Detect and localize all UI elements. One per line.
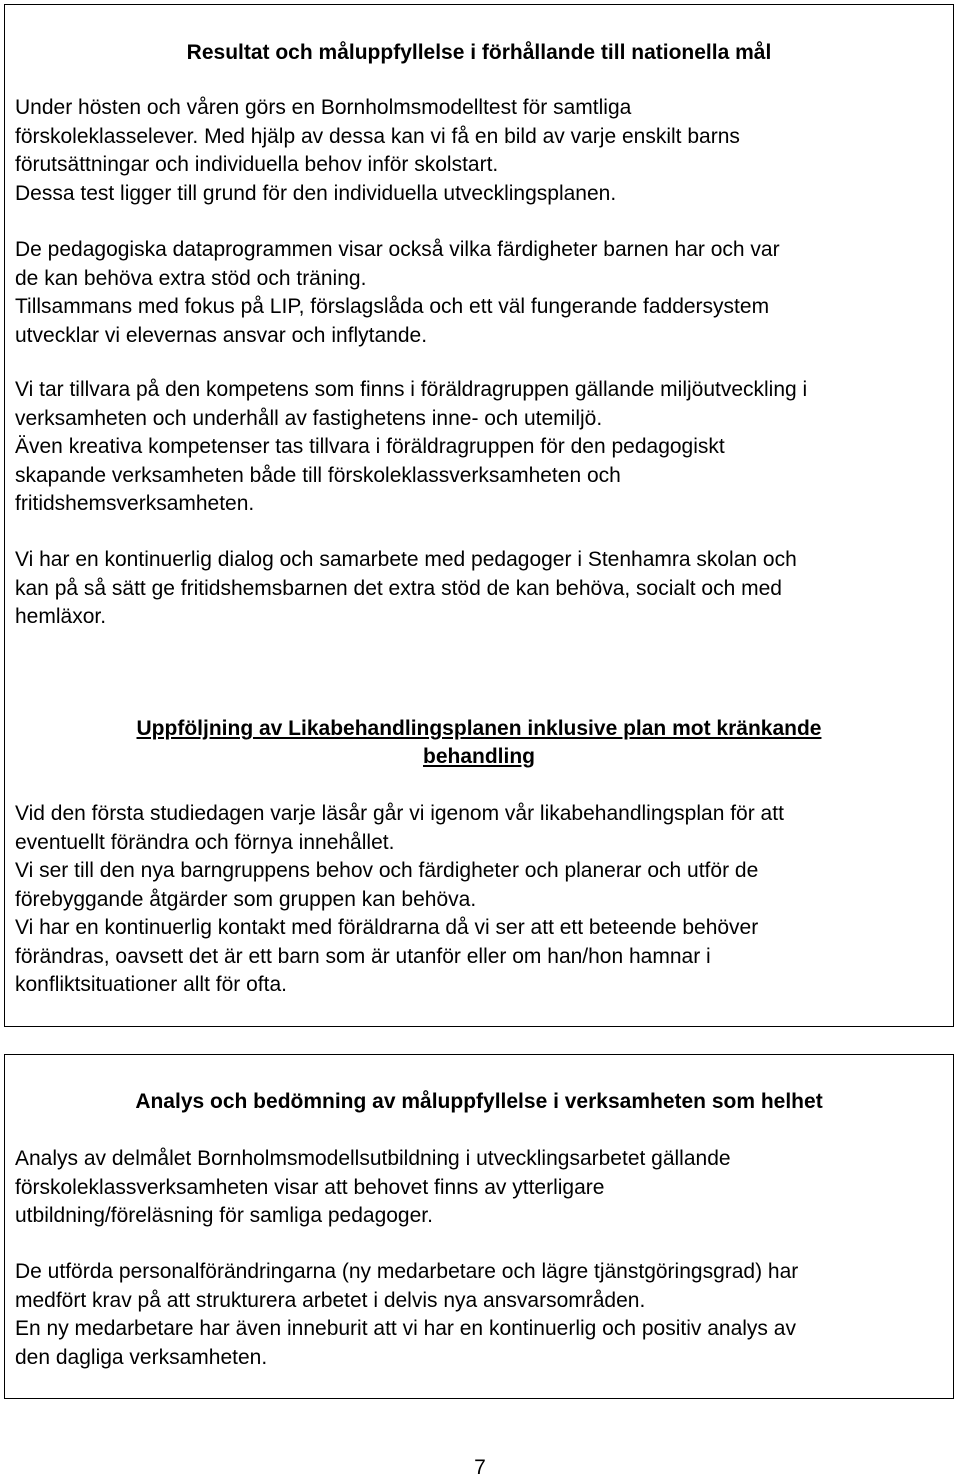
text-line: kan på så sätt ge fritidshemsbarnen det extra stöd de kan behöva, socialt och med <box>15 576 782 600</box>
text-line: Analys av delmålet Bornholmsmodellsutbildning i utvecklingsarbetet gällande <box>15 1147 731 1170</box>
paragraph-school-dialogue <box>15 546 945 632</box>
text-line: medfört krav på att strukturera arbetet i delvis nya ansvarsområden. <box>15 1288 646 1312</box>
text-line: förskoleklasselever. Med hjälp av dessa kan vi få en bild av varje enskilt barns <box>15 124 740 148</box>
text-line: förändras, oavsett det är ett barn som är utanför eller om han/hon hamnar i <box>15 944 711 968</box>
text-line: Vid den första studiedagen varje läsår går vi igenom vår likabehandlingsplan för att <box>15 802 784 825</box>
page-number: 7 <box>474 1456 486 1479</box>
text-box-analysis <box>4 1054 954 1399</box>
text-line: Vi ser till den nya barngruppens behov och färdigheter och planerar och utför de <box>15 859 759 882</box>
text-line: utvecklar vi elevernas ansvar och inflytande. <box>15 323 428 347</box>
heading-line: behandling <box>423 745 535 768</box>
text-line: fritidshemsverksamheten. <box>15 492 255 515</box>
text-box-results <box>4 4 954 1027</box>
text-line: skapande verksamheten både till förskoleklassverksamheten och <box>15 463 621 487</box>
text-line: hemläxor. <box>15 605 107 628</box>
paragraph-data-programs <box>15 236 945 350</box>
paragraph-equal-treatment <box>15 800 945 1000</box>
paragraph-training-analysis <box>15 1145 945 1231</box>
paragraph-parent-competence <box>15 376 945 519</box>
section-heading-results: Resultat och måluppfyllelse i förhållande till nationella mål <box>186 41 772 64</box>
text-line: förutsättningar och individuella behov inför skolstart. <box>15 153 499 176</box>
text-line: Dessa test ligger till grund för den individuella utvecklingsplanen. <box>15 181 617 205</box>
text-line: Vi har en kontinuerlig kontakt med föräldrarna då vi ser att ett beteende behöver <box>15 916 759 939</box>
text-line: utbildning/föreläsning för samliga pedagoger. <box>15 1204 433 1227</box>
section-heading-followup <box>5 715 953 771</box>
text-line: konfliktsituationer allt för ofta. <box>15 973 287 996</box>
text-line: den dagliga verksamheten. <box>15 1345 268 1369</box>
text-line: Under hösten och våren görs en Bornholmsmodelltest för samtliga <box>15 96 632 119</box>
paragraph-bornholm-test <box>15 94 945 208</box>
paragraph-staff-changes <box>15 1258 945 1372</box>
heading-line: Uppföljning av Likabehandlingsplanen inklusive plan mot kränkande <box>136 717 822 740</box>
text-line: verksamheten och underhåll av fastighetens inne- och utemiljö. <box>15 406 603 430</box>
text-line: De pedagogiska dataprogrammen visar också vilka färdigheter barnen har och var <box>15 238 780 261</box>
text-line: Tillsammans med fokus på LIP, förslagslåda och ett väl fungerande faddersystem <box>15 295 770 318</box>
section-heading-analysis: Analys och bedömning av måluppfyllelse i verksamheten som helhet <box>135 1090 823 1113</box>
text-line: förebyggande åtgärder som gruppen kan behöva. <box>15 887 477 911</box>
text-line: Vi tar tillvara på den kompetens som finns i föräldragruppen gällande miljöutveckling i <box>15 378 808 401</box>
text-line: Även kreativa kompetenser tas tillvara i föräldragruppen för den pedagogiskt <box>15 435 725 458</box>
text-line: De utförda personalförändringarna (ny medarbetare och lägre tjänstgöringsgrad) har <box>15 1260 799 1283</box>
text-line: En ny medarbetare har även inneburit att vi har en kontinuerlig och positiv analys av <box>15 1317 796 1340</box>
text-line: förskoleklassverksamheten visar att behovet finns av ytterligare <box>15 1175 605 1199</box>
text-line: eventuellt förändra och förnya innehållet. <box>15 830 395 854</box>
text-line: Vi har en kontinuerlig dialog och samarbete med pedagoger i Stenhamra skolan och <box>15 548 797 571</box>
text-line: de kan behöva extra stöd och träning. <box>15 266 367 290</box>
